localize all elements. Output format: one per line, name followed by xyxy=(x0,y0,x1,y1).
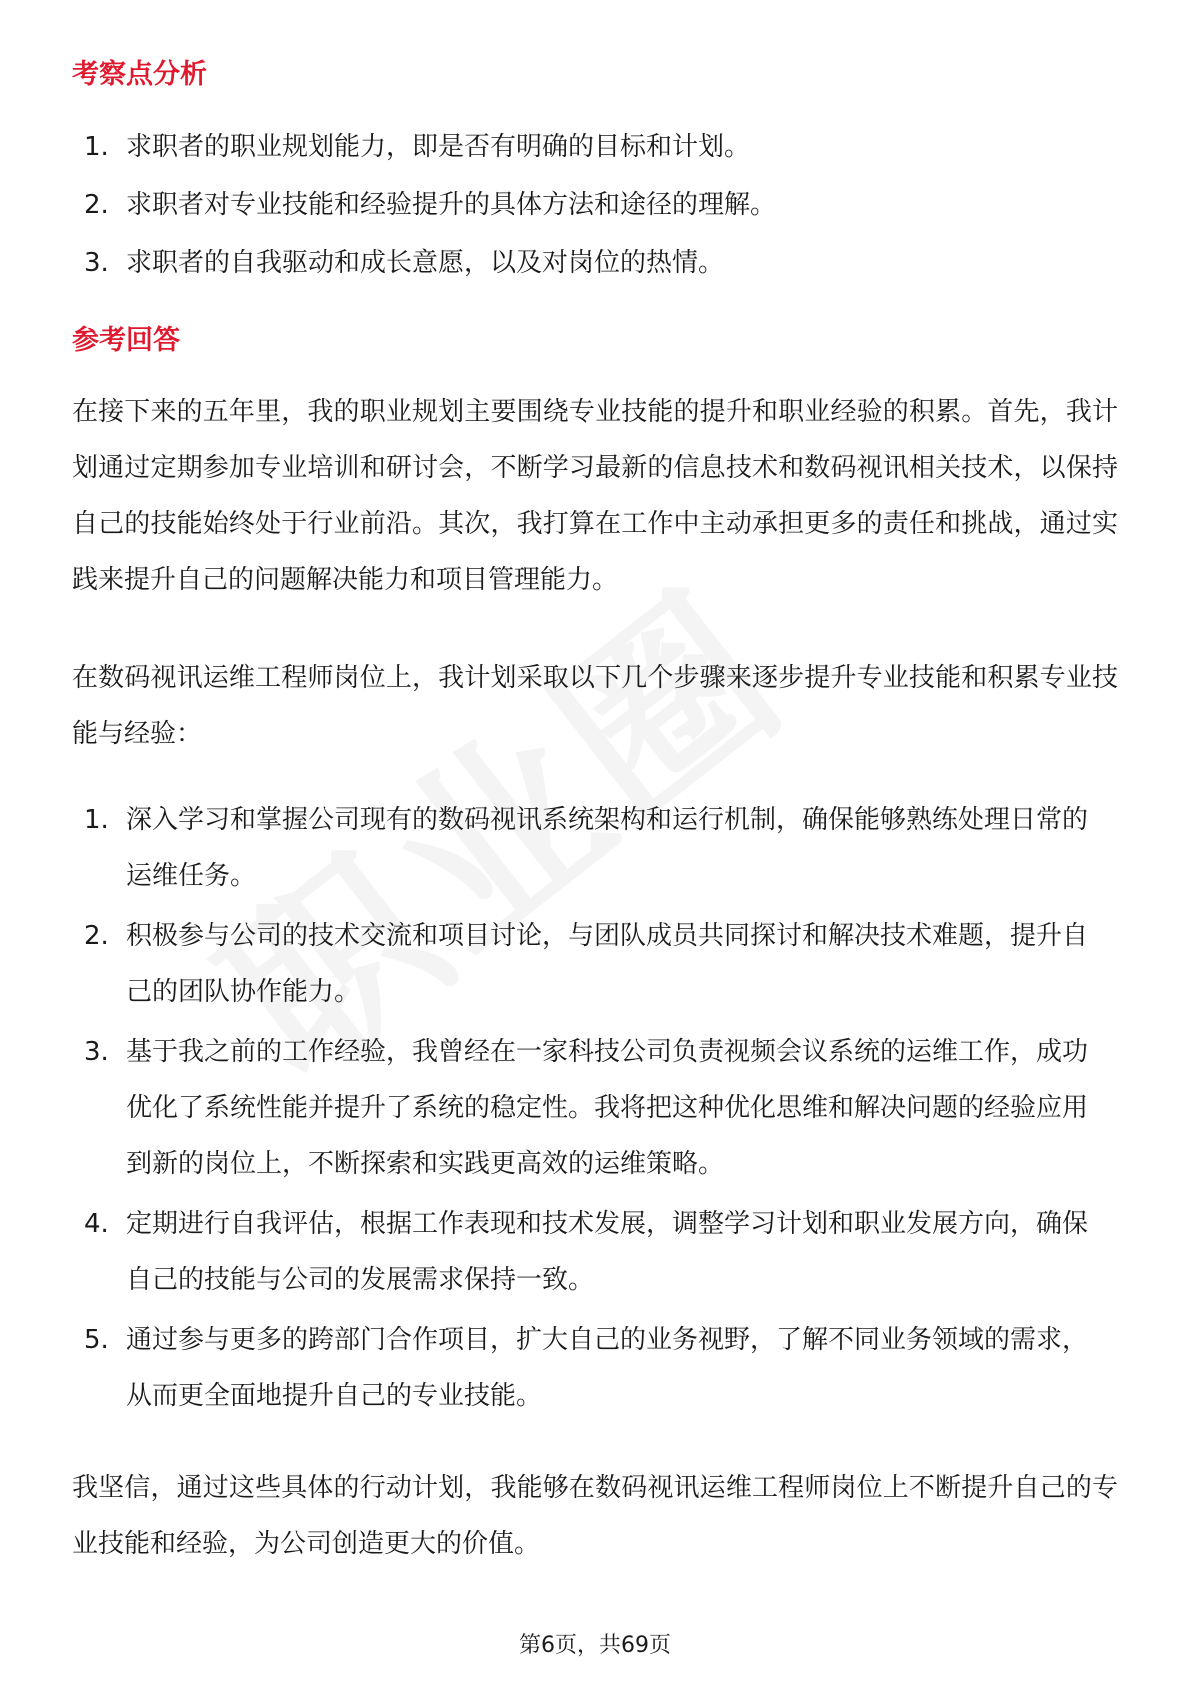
list-item xyxy=(72,908,1112,1020)
steps-intro-paragraph: 在数码视讯运维工程师岗位上，我计划采取以下几个步骤来逐步提升专业技能和积累专业技能与经验： xyxy=(72,663,1118,749)
list-item xyxy=(72,792,1112,904)
list-item xyxy=(72,177,1112,233)
list-text: 定期进行自我评估，根据工作表现和技术发展，调整学习计划和职业发展方向，确保自己的技能与公司的发展需求保持一致。 xyxy=(126,1209,1089,1295)
list-item xyxy=(72,119,1112,175)
steps-list xyxy=(72,792,1112,1428)
list-text: 求职者的职业规划能力，即是否有明确的目标和计划。 xyxy=(126,132,751,162)
list-text: 深入学习和掌握公司现有的数码视讯系统架构和运行机制，确保能够熟练处理日常的运维任务。 xyxy=(126,805,1089,891)
section-title-analysis: 考察点分析 xyxy=(72,59,207,90)
analysis-list xyxy=(72,119,1112,293)
list-number: 1. xyxy=(84,805,109,835)
list-item xyxy=(72,1024,1112,1192)
page-number: 第6页，共69页 xyxy=(519,1633,671,1658)
list-number: 4. xyxy=(84,1209,109,1239)
list-text: 通过参与更多的跨部门合作项目，扩大自己的业务视野，了解不同业务领域的需求，从而更全面地提升自己的专业技能。 xyxy=(126,1325,1089,1411)
list-item xyxy=(72,1196,1112,1308)
list-text: 求职者对专业技能和经验提升的具体方法和途径的理解。 xyxy=(126,190,777,220)
list-item xyxy=(72,1312,1112,1424)
list-number: 3. xyxy=(84,1037,109,1067)
list-number: 3. xyxy=(84,248,109,278)
list-number: 1. xyxy=(84,132,109,162)
list-text: 基于我之前的工作经验，我曾经在一家科技公司负责视频会议系统的运维工作，成功优化了系统性能并提升了系统的稳定性。我将把这种优化思维和解决问题的经验应用到新的岗位上，不断探索和实践更高效的运维策略。 xyxy=(126,1037,1089,1179)
list-number: 5. xyxy=(84,1325,109,1355)
list-number: 2. xyxy=(84,190,109,220)
list-text: 积极参与公司的技术交流和项目讨论，与团队成员共同探讨和解决技术难题，提升自己的团队协作能力。 xyxy=(126,921,1089,1007)
answer-intro-paragraph: 在接下来的五年里，我的职业规划主要围绕专业技能的提升和职业经验的积累。首先，我计划通过定期参加专业培训和研讨会，不断学习最新的信息技术和数码视讯相关技术，以保持自己的技能始终处于行业前沿。其次，我打算在工作中主动承担更多的责任和挑战，通过实践来提升自己的问题解决能力和项目管理能力。 xyxy=(72,397,1118,595)
conclusion-paragraph: 我坚信，通过这些具体的行动计划，我能够在数码视讯运维工程师岗位上不断提升自己的专业技能和经验，为公司创造更大的价值。 xyxy=(72,1473,1118,1559)
list-number: 2. xyxy=(84,921,109,951)
list-text: 求职者的自我驱动和成长意愿，以及对岗位的热情。 xyxy=(126,248,725,278)
section-title-answer: 参考回答 xyxy=(72,325,180,356)
list-item xyxy=(72,235,1112,291)
